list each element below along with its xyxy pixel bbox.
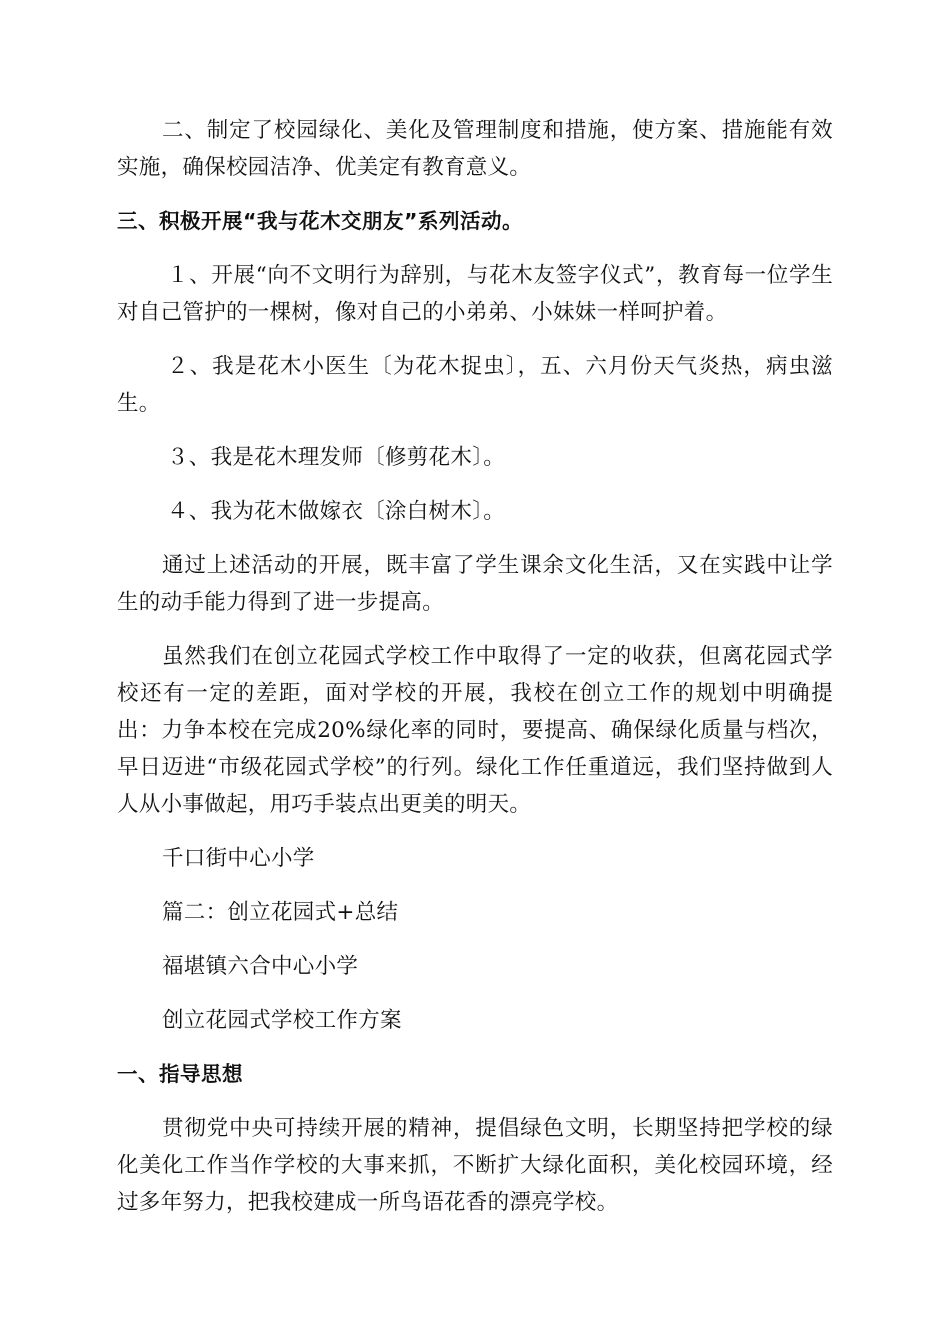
activity-item-1: １、开展“向不文明行为辞别，与花木友签字仪式”，教育每一位学生对自己管护的一棵树，像对自己的小弟弟、小妹妹一样呵护着。	[117, 263, 833, 325]
paragraph-management-system: 二、制定了校园绿化、美化及管理制度和措施，使方案、措施能有效实施，确保校园洁净、优美定有教育意义。	[117, 118, 833, 180]
school-signature: 千口街中心小学	[162, 846, 315, 871]
activity-item-3: ３、我是花木理发师〔修剪花木〕。	[167, 445, 506, 470]
paragraph-activity-results: 通过上述活动的开展，既丰富了学生课余文化生活，又在实践中让学生的动手能力得到了进一步提高。	[117, 553, 833, 615]
activity-item-2: ２、我是花木小医生〔为花木捉虫〕，五、六月份天气炎热，病虫滋生。	[117, 354, 833, 416]
section-heading-activities: 三、积极开展“我与花木交朋友”系列活动。	[117, 209, 523, 233]
paragraph-guiding-ideology: 贯彻党中央可持续开展的精神，提倡绿色文明，长期坚持把学校的绿化美化工作当作学校的大事来抓，不断扩大绿化面积，美化校园环境，经过多年努力，把我校建成一所鸟语花香的漂亮学校。	[117, 1116, 833, 1215]
school-name: 福堪镇六合中心小学	[162, 954, 359, 979]
article-two-title: 篇二：创立花园式+总结	[162, 900, 399, 925]
section-heading-guiding-ideology: 一、指导思想	[117, 1062, 243, 1086]
document-body	[117, 112, 833, 1238]
plan-title: 创立花园式学校工作方案	[162, 1008, 402, 1033]
activity-item-4: ４、我为花木做嫁衣〔涂白树木〕。	[167, 499, 506, 524]
paragraph-future-plan: 虽然我们在创立花园式学校工作中取得了一定的收获，但离花园式学校还有一定的差距，面对学校的开展，我校在创立工作的规划中明确提出：力争本校在完成20%绿化率的同时，要提高、确保绿化质量与档次，早日迈进“市级花园式学校”的行列。绿化工作任重道远，我们坚持做到人人从小事做起，用巧手装点出更美的明天。	[117, 644, 833, 817]
